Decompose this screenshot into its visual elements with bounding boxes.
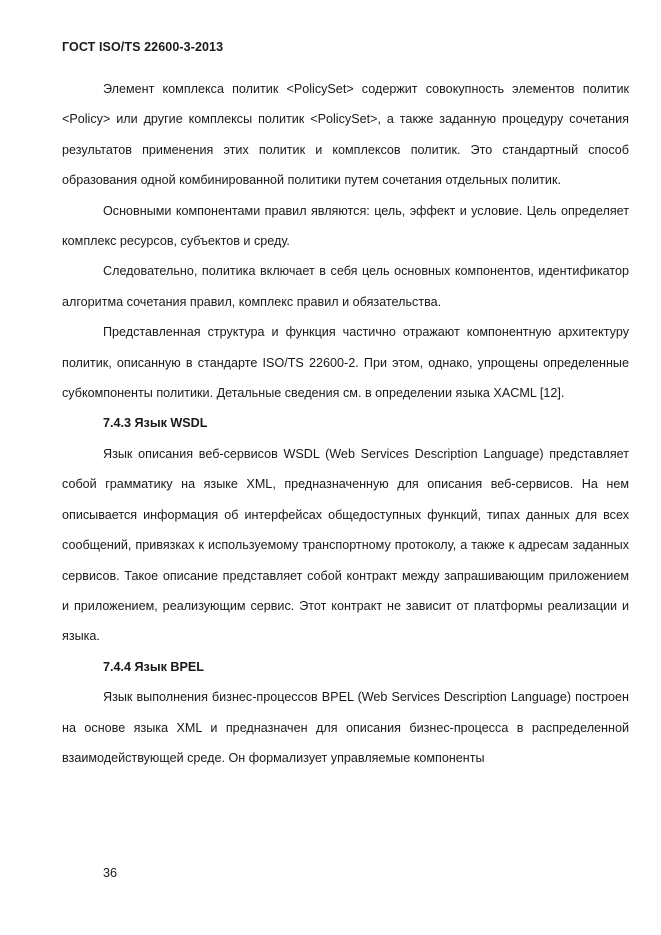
page-number: 36 [103,866,118,880]
paragraph-structure: Представленная структура и функция частично отражают компонентную архитектуру политик, описанную в стандарте ISO/TS 22600-2. При этом, однако, упрощены определенные субкомпоненты политики. Детальные сведения см. в определении языка XACML [12]. [62,325,629,401]
paragraph-bpel: Язык выполнения бизнес-процессов BPEL (Web Services Description Language) построен на основе языка XML и предназначен для описания бизнес-процесса в распределенной взаимодействующей среде. Он формализует управляемые компоненты [62,690,629,765]
paragraph-policyset: Элемент комплекса политик <PolicySet> содержит совокупность элементов политик <Policy> или другие комплексы политик <PolicySet>, а также заданную процедуру сочетания результатов применения этих политик и комплексов политик. Это стандартный способ образования одной комбинированной политики путем сочетания отдельных политик. [62,82,629,188]
paragraph-wsdl: Язык описания веб-сервисов WSDL (Web Services Description Language) представляет собой грамматику на языке XML, предназначенную для описания веб-сервисов. На нем описывается информация об интерфейсах общедоступных функций, типах данных для всех сообщений, привязках к используемому транспортному протоколу, а также к адресам заданных сервисов. Такое описание представляет собой контракт между запрашивающим приложением и приложением, реализующим сервис. Этот контракт не зависит от платформы реализации и языка. [62,446,629,644]
section-heading-wsdl: 7.4.3 Язык WSDL [103,416,208,431]
section-heading-bpel: 7.4.4 Язык BPEL [103,659,204,674]
paragraph-rule-components: Основными компонентами правил являются: цель, эффект и условие. Цель определяет комплекс ресурсов, субъектов и среду. [62,203,629,249]
document-body [62,74,629,773]
paragraph-policy-includes: Следовательно, политика включает в себя цель основных компонентов, идентификатор алгоритма сочетания правил, комплекс правил и обязательства. [62,264,629,309]
document-header: ГОСТ ISO/TS 22600-3-2013 [62,40,224,54]
